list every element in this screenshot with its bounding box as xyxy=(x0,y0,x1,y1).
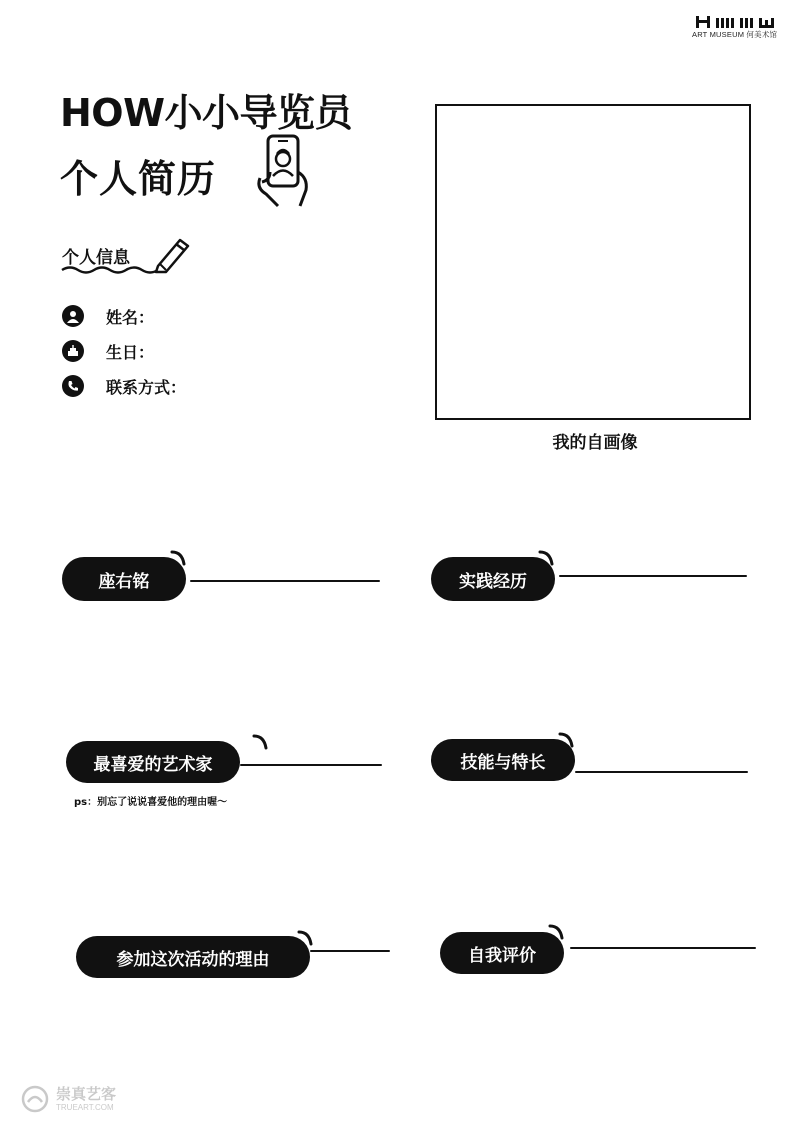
experience-pill: 实践经历 xyxy=(431,557,555,601)
contact-label: 联系方式： xyxy=(106,377,187,397)
reason-line xyxy=(310,950,390,952)
self-portrait-caption: 我的自画像 xyxy=(552,433,638,453)
watermark-en: TRUEART.COM xyxy=(56,1103,114,1112)
cake-icon xyxy=(62,340,84,362)
favorite-artist-line xyxy=(240,764,382,766)
birthday-field xyxy=(62,339,154,363)
reason-pill: 参加这次活动的理由 xyxy=(76,936,310,978)
favorite-artist-pill: 最喜爱的艺术家 xyxy=(66,741,240,783)
museum-logo-text: ART MUSEUM 何美术馆 xyxy=(692,30,778,39)
phone-icon xyxy=(62,375,84,397)
pill-accent-mark xyxy=(536,548,558,570)
personal-info-heading: 个人信息 xyxy=(62,248,130,268)
title-line-1: HOW小小导览员 xyxy=(60,91,353,135)
self-portrait-box[interactable] xyxy=(435,104,751,420)
contact-field xyxy=(62,374,186,398)
pill-accent-mark xyxy=(250,732,272,754)
watermark xyxy=(20,1082,130,1118)
motto-pill: 座右铭 xyxy=(62,557,186,601)
watermark-cn: 崇真艺客 xyxy=(56,1085,117,1103)
self-evaluation-pill: 自我评价 xyxy=(440,932,564,974)
museum-wordmark-icon xyxy=(696,16,774,28)
pill-accent-mark xyxy=(546,922,568,944)
birthday-label: 生日： xyxy=(106,342,155,362)
skills-pill: 技能与特长 xyxy=(431,739,575,781)
pill-accent-mark xyxy=(168,548,190,570)
skills-line xyxy=(575,771,748,773)
museum-logo xyxy=(692,16,778,42)
ps-note: ps：别忘了说说喜爱他的理由喔～ xyxy=(74,797,228,808)
self-evaluation-line xyxy=(570,947,756,949)
pencil-icon xyxy=(150,234,194,274)
name-field xyxy=(62,304,154,328)
pill-accent-mark xyxy=(295,928,317,950)
watermark-logo-icon xyxy=(20,1084,50,1114)
title-line-2: 个人简历 xyxy=(60,157,217,201)
motto-line xyxy=(190,580,380,582)
pill-accent-mark xyxy=(556,730,578,752)
experience-line xyxy=(559,575,747,577)
phone-selfie-icon xyxy=(256,132,316,210)
person-icon xyxy=(62,305,84,327)
name-label: 姓名： xyxy=(106,307,155,327)
